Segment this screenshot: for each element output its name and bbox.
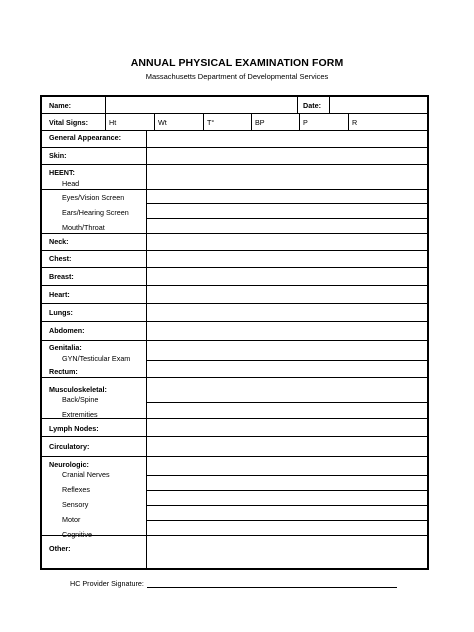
exam-table <box>40 95 429 570</box>
rectum-label: Rectum: <box>49 367 78 376</box>
signature-label: HC Provider Signature: <box>70 579 144 588</box>
row-divider <box>146 203 427 204</box>
col-divider <box>329 97 330 113</box>
form-subtitle: Massachusetts Department of Developmental Services <box>145 72 329 81</box>
eyes-label: Eyes/Vision Screen <box>62 193 125 202</box>
row-divider <box>42 418 427 419</box>
mouth-label: Mouth/Throat <box>62 223 105 232</box>
row-divider <box>42 285 427 286</box>
col-divider <box>154 113 155 130</box>
name-label: Name: <box>49 101 71 110</box>
musculoskeletal-label: Musculoskeletal: <box>49 385 107 394</box>
vital-temp: T° <box>207 118 215 127</box>
row-divider <box>146 475 427 476</box>
date-label: Date: <box>303 101 321 110</box>
row-divider <box>42 436 427 437</box>
row-divider <box>42 377 427 378</box>
vital-r: R <box>352 118 358 127</box>
row-divider <box>42 147 427 148</box>
col-divider <box>105 97 106 113</box>
neck-label: Neck: <box>49 237 69 246</box>
cognitive-label: Cognitive <box>62 530 92 539</box>
extremities-label: Extremities <box>62 410 98 419</box>
sensory-label: Sensory <box>62 500 89 509</box>
reflexes-label: Reflexes <box>62 485 90 494</box>
row-divider <box>146 218 427 219</box>
vital-p: P <box>303 118 308 127</box>
skin-label: Skin: <box>49 151 67 160</box>
row-divider <box>42 321 427 322</box>
chest-label: Chest: <box>49 254 72 263</box>
col-divider <box>348 113 349 130</box>
lungs-label: Lungs: <box>49 308 73 317</box>
col-divider <box>251 113 252 130</box>
abdomen-label: Abdomen: <box>49 326 85 335</box>
row-divider <box>146 402 427 403</box>
row-divider <box>42 164 427 165</box>
row-divider <box>42 189 427 190</box>
row-divider <box>42 303 427 304</box>
gyn-label: GYN/Testicular Exam <box>62 354 131 363</box>
heent-label: HEENT: <box>49 168 75 177</box>
col-divider <box>299 113 300 130</box>
circulatory-label: Circulatory: <box>49 442 90 451</box>
col-divider <box>146 130 147 570</box>
col-divider <box>297 97 298 113</box>
col-divider <box>203 113 204 130</box>
row-divider <box>42 113 427 114</box>
row-divider <box>42 340 427 341</box>
neurologic-label: Neurologic: <box>49 460 89 469</box>
row-divider <box>42 456 427 457</box>
breast-label: Breast: <box>49 272 74 281</box>
vital-wt: Wt <box>158 118 167 127</box>
motor-label: Motor <box>62 515 81 524</box>
heart-label: Heart: <box>49 290 70 299</box>
row-divider <box>146 360 427 361</box>
vital-bp: BP <box>255 118 265 127</box>
lymph-label: Lymph Nodes: <box>49 424 99 433</box>
form-title: ANNUAL PHYSICAL EXAMINATION FORM <box>130 57 344 69</box>
vitals-label: Vital Signs: <box>49 118 89 127</box>
row-divider <box>42 233 427 234</box>
row-divider <box>146 490 427 491</box>
row-divider <box>42 130 427 131</box>
signature-line[interactable] <box>147 587 397 588</box>
vital-ht: Ht <box>109 118 117 127</box>
row-divider <box>146 505 427 506</box>
row-divider <box>42 267 427 268</box>
row-divider <box>146 520 427 521</box>
ears-label: Ears/Hearing Screen <box>62 208 129 217</box>
general-label: General Appearance: <box>49 133 122 142</box>
col-divider <box>105 113 106 130</box>
other-label: Other: <box>49 544 71 553</box>
row-divider <box>42 535 427 536</box>
row-divider <box>42 250 427 251</box>
head-label: Head <box>62 179 80 188</box>
genitalia-label: Genitalia: <box>49 343 82 352</box>
cranial-nerves-label: Cranial Nerves <box>62 470 110 479</box>
back-spine-label: Back/Spine <box>62 395 99 404</box>
